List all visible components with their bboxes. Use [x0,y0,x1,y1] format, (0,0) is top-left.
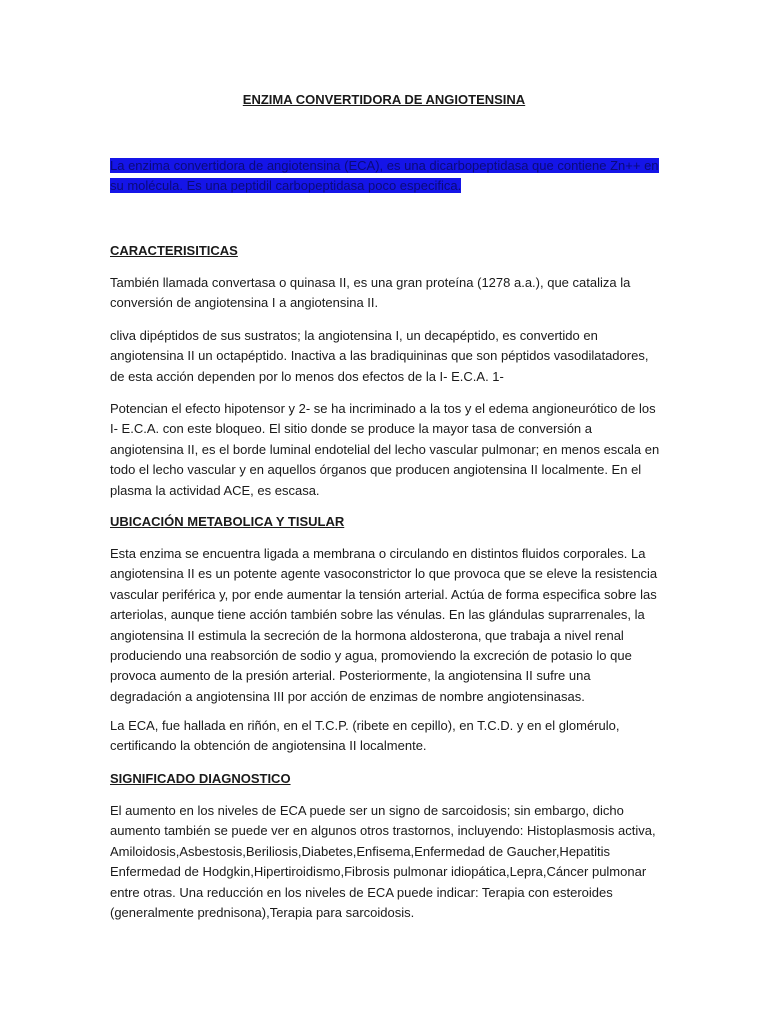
highlighted-intro [110,156,662,196]
significado-paragraph-1-wrap [110,801,662,923]
ubicacion-paragraph-2-wrap [110,716,662,757]
heading-caracteristicas: CARACTERISITICAS [110,243,238,258]
caracteristicas-paragraph-3: Potencian el efecto hipotensor y 2- se ha incriminado a la tos y el edema angioneurótico de los I- E.C.A. con este bloqueo. El sitio donde se produce la mayor tasa de conversión a angiotensina II, es el borde luminal endotelial del lecho vascular pulmonar; en menos escala en todo el lecho vascular y en aquellos órganos que producen angiotensina II localmente. En el plasma la actividad ACE, es escasa. [110,401,660,498]
heading-ubicacion: UBICACIÓN METABOLICA Y TISULAR [110,514,345,529]
section-caracteristicas [110,243,662,258]
ubicacion-paragraph-2: La ECA, fue hallada en riñón, en el T.C.P. (ribete en cepillo), en T.C.D. y en el glomérulo, certificando la obtención de angiotensina II localmente. [110,718,620,754]
highlighted-intro-text: La enzima convertidora de angiotensina (ECA), es una dicarbopeptidasa que contiene Zn++ en su molécula. Es una peptidil carbopeptidasa poco especifica. [110,158,659,193]
heading-significado: SIGNIFICADO DIAGNOSTICO [110,771,291,786]
ubicacion-paragraph-1-wrap [110,544,662,707]
caracteristicas-paragraph-3-wrap [110,399,662,501]
section-significado [110,771,662,786]
caracteristicas-paragraph-2-wrap [110,326,662,387]
caracteristicas-paragraph-1-wrap [110,273,662,314]
caracteristicas-paragraph-2: cliva dipéptidos de sus sustratos; la angiotensina I, un decapéptido, es convertido en angiotensina II un octapéptido. Inactiva a las bradiquininas que son péptidos vasodilatadores, de esta acción dependen por lo menos dos efectos de la I- E.C.A. 1- [110,328,649,384]
document-title: ENZIMA CONVERTIDORA DE ANGIOTENSINA [242,92,526,107]
section-ubicacion [110,514,662,529]
caracteristicas-paragraph-1: También llamada convertasa o quinasa II, es una gran proteína (1278 a.a.), que cataliza la conversión de angiotensina I a angiotensina II. [110,275,631,311]
significado-paragraph-1: El aumento en los niveles de ECA puede ser un signo de sarcoidosis; sin embargo, dicho aumento también se puede ver en algunos otros trastornos, incluyendo: Histoplasmosis activa, Amiloidosis,Asbestosis,Beriliosis,Diabetes,Enfisema,Enfermedad de Gaucher,Hepatitis Enfermedad de Hodgkin,Hipertiroidismo,Fibrosis pulmonar idiopática,Lepra,Cáncer pulmonar entre otras. Una reducción en los niveles de ECA puede indicar: Terapia con esteroides (generalmente prednisona),Terapia para sarcoidosis. [110,803,656,921]
ubicacion-paragraph-1: Esta enzima se encuentra ligada a membrana o circulando en distintos fluidos corporales. La angiotensina II es un potente agente vasoconstrictor lo que provoca que se eleve la resistencia vascular periférica y, por ende aumentar la tensión arterial. Actúa de forma especifica sobre las arteriolas, aunque tiene acción también sobre las vénulas. En las glándulas suprarrenales, la angiotensina II estimula la secreción de la hormona aldosterona, que trabaja a nivel renal produciendo una reabsorción de sodio y agua, promoviendo la excreción de potasio lo que provoca aumento de la presión arterial. Posteriormente, la angiotensina II sufre una degradación a angiotensina III por acción de enzimas de nombre angiotensinasas. [110,546,658,704]
